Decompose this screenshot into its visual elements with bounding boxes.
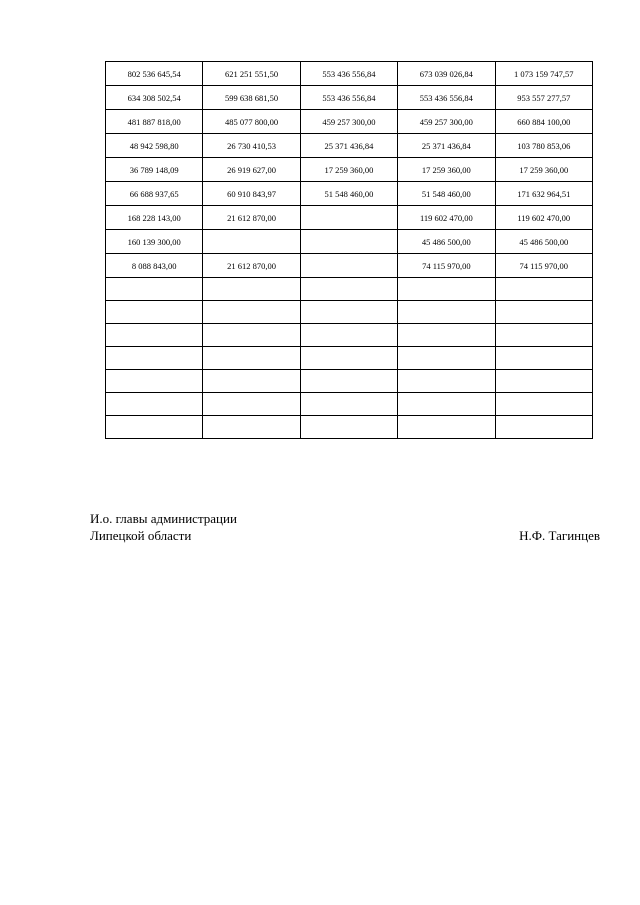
table-cell	[398, 324, 495, 347]
table-cell: 802 536 645,54	[106, 62, 203, 86]
table-cell: 74 115 970,00	[398, 254, 495, 278]
table-row	[106, 278, 593, 301]
signature-line-2	[90, 527, 600, 544]
table-cell	[398, 347, 495, 370]
table-cell: 459 257 300,00	[300, 110, 397, 134]
table-cell: 17 259 360,00	[300, 158, 397, 182]
table-cell	[495, 370, 592, 393]
table-cell	[106, 347, 203, 370]
table-cell	[495, 347, 592, 370]
table-row	[106, 86, 593, 110]
table-cell	[106, 416, 203, 439]
table-cell	[106, 370, 203, 393]
table-cell	[203, 370, 300, 393]
table-cell: 51 548 460,00	[300, 182, 397, 206]
table-cell	[495, 393, 592, 416]
table-cell	[495, 416, 592, 439]
table-row	[106, 110, 593, 134]
table-cell	[300, 393, 397, 416]
table-row	[106, 324, 593, 347]
table-cell: 25 371 436,84	[398, 134, 495, 158]
table-cell: 119 602 470,00	[495, 206, 592, 230]
table-cell: 26 730 410,53	[203, 134, 300, 158]
table-cell: 17 259 360,00	[495, 158, 592, 182]
table-cell: 45 486 500,00	[495, 230, 592, 254]
table-cell: 1 073 159 747,57	[495, 62, 592, 86]
table-cell: 8 088 843,00	[106, 254, 203, 278]
table-cell	[300, 230, 397, 254]
table-row	[106, 62, 593, 86]
table-cell: 553 436 556,84	[398, 86, 495, 110]
table-cell	[398, 301, 495, 324]
table-cell: 953 557 277,57	[495, 86, 592, 110]
table-row	[106, 393, 593, 416]
table-cell: 160 139 300,00	[106, 230, 203, 254]
table-cell	[106, 393, 203, 416]
table-cell: 553 436 556,84	[300, 86, 397, 110]
signatory-region: Липецкой области	[90, 528, 192, 543]
table-cell: 26 919 627,00	[203, 158, 300, 182]
table-cell: 459 257 300,00	[398, 110, 495, 134]
table-cell: 21 612 870,00	[203, 254, 300, 278]
table-row	[106, 182, 593, 206]
table-cell	[203, 301, 300, 324]
table-cell: 48 942 598,80	[106, 134, 203, 158]
table-cell: 45 486 500,00	[398, 230, 495, 254]
table-cell	[300, 416, 397, 439]
table-cell	[495, 301, 592, 324]
table-cell: 21 612 870,00	[203, 206, 300, 230]
table-cell	[106, 324, 203, 347]
table-cell: 485 077 800,00	[203, 110, 300, 134]
table-cell: 673 039 026,84	[398, 62, 495, 86]
table-cell: 119 602 470,00	[398, 206, 495, 230]
table-row	[106, 254, 593, 278]
table-cell: 74 115 970,00	[495, 254, 592, 278]
table-cell	[203, 416, 300, 439]
table-cell	[398, 416, 495, 439]
table-cell	[300, 206, 397, 230]
table-row	[106, 158, 593, 182]
table-cell: 25 371 436,84	[300, 134, 397, 158]
table-cell: 553 436 556,84	[300, 62, 397, 86]
table-row	[106, 206, 593, 230]
signature-line-1	[90, 510, 600, 527]
budget-table	[105, 61, 593, 439]
table-cell	[203, 230, 300, 254]
table-body	[106, 62, 593, 439]
table-cell: 17 259 360,00	[398, 158, 495, 182]
table-row	[106, 370, 593, 393]
table-cell: 481 887 818,00	[106, 110, 203, 134]
table-cell: 621 251 551,50	[203, 62, 300, 86]
signature-block	[90, 510, 600, 544]
table-cell	[398, 278, 495, 301]
table-cell: 51 548 460,00	[398, 182, 495, 206]
table-cell	[300, 278, 397, 301]
table-row	[106, 134, 593, 158]
table-row	[106, 416, 593, 439]
table-cell	[495, 324, 592, 347]
table-row	[106, 230, 593, 254]
table-cell	[300, 254, 397, 278]
table-cell	[203, 324, 300, 347]
table-cell: 634 308 502,54	[106, 86, 203, 110]
signatory-position: И.о. главы администрации	[90, 511, 237, 526]
table-cell	[398, 393, 495, 416]
table-cell: 660 884 100,00	[495, 110, 592, 134]
table-cell	[203, 347, 300, 370]
table-cell	[300, 370, 397, 393]
table-row	[106, 301, 593, 324]
table-cell: 171 632 964,51	[495, 182, 592, 206]
table-cell	[300, 347, 397, 370]
table-cell	[495, 278, 592, 301]
table-cell: 66 688 937,65	[106, 182, 203, 206]
table-row	[106, 347, 593, 370]
table-cell	[203, 393, 300, 416]
signatory-name: Н.Ф. Тагинцев	[519, 528, 600, 543]
table-cell: 103 780 853,06	[495, 134, 592, 158]
table-cell	[300, 324, 397, 347]
table-cell: 60 910 843,97	[203, 182, 300, 206]
table-cell: 599 638 681,50	[203, 86, 300, 110]
table-cell: 168 228 143,00	[106, 206, 203, 230]
table-cell	[398, 370, 495, 393]
table-cell: 36 789 148,09	[106, 158, 203, 182]
table-cell	[106, 301, 203, 324]
table-cell	[203, 278, 300, 301]
table-cell	[106, 278, 203, 301]
table-cell	[300, 301, 397, 324]
